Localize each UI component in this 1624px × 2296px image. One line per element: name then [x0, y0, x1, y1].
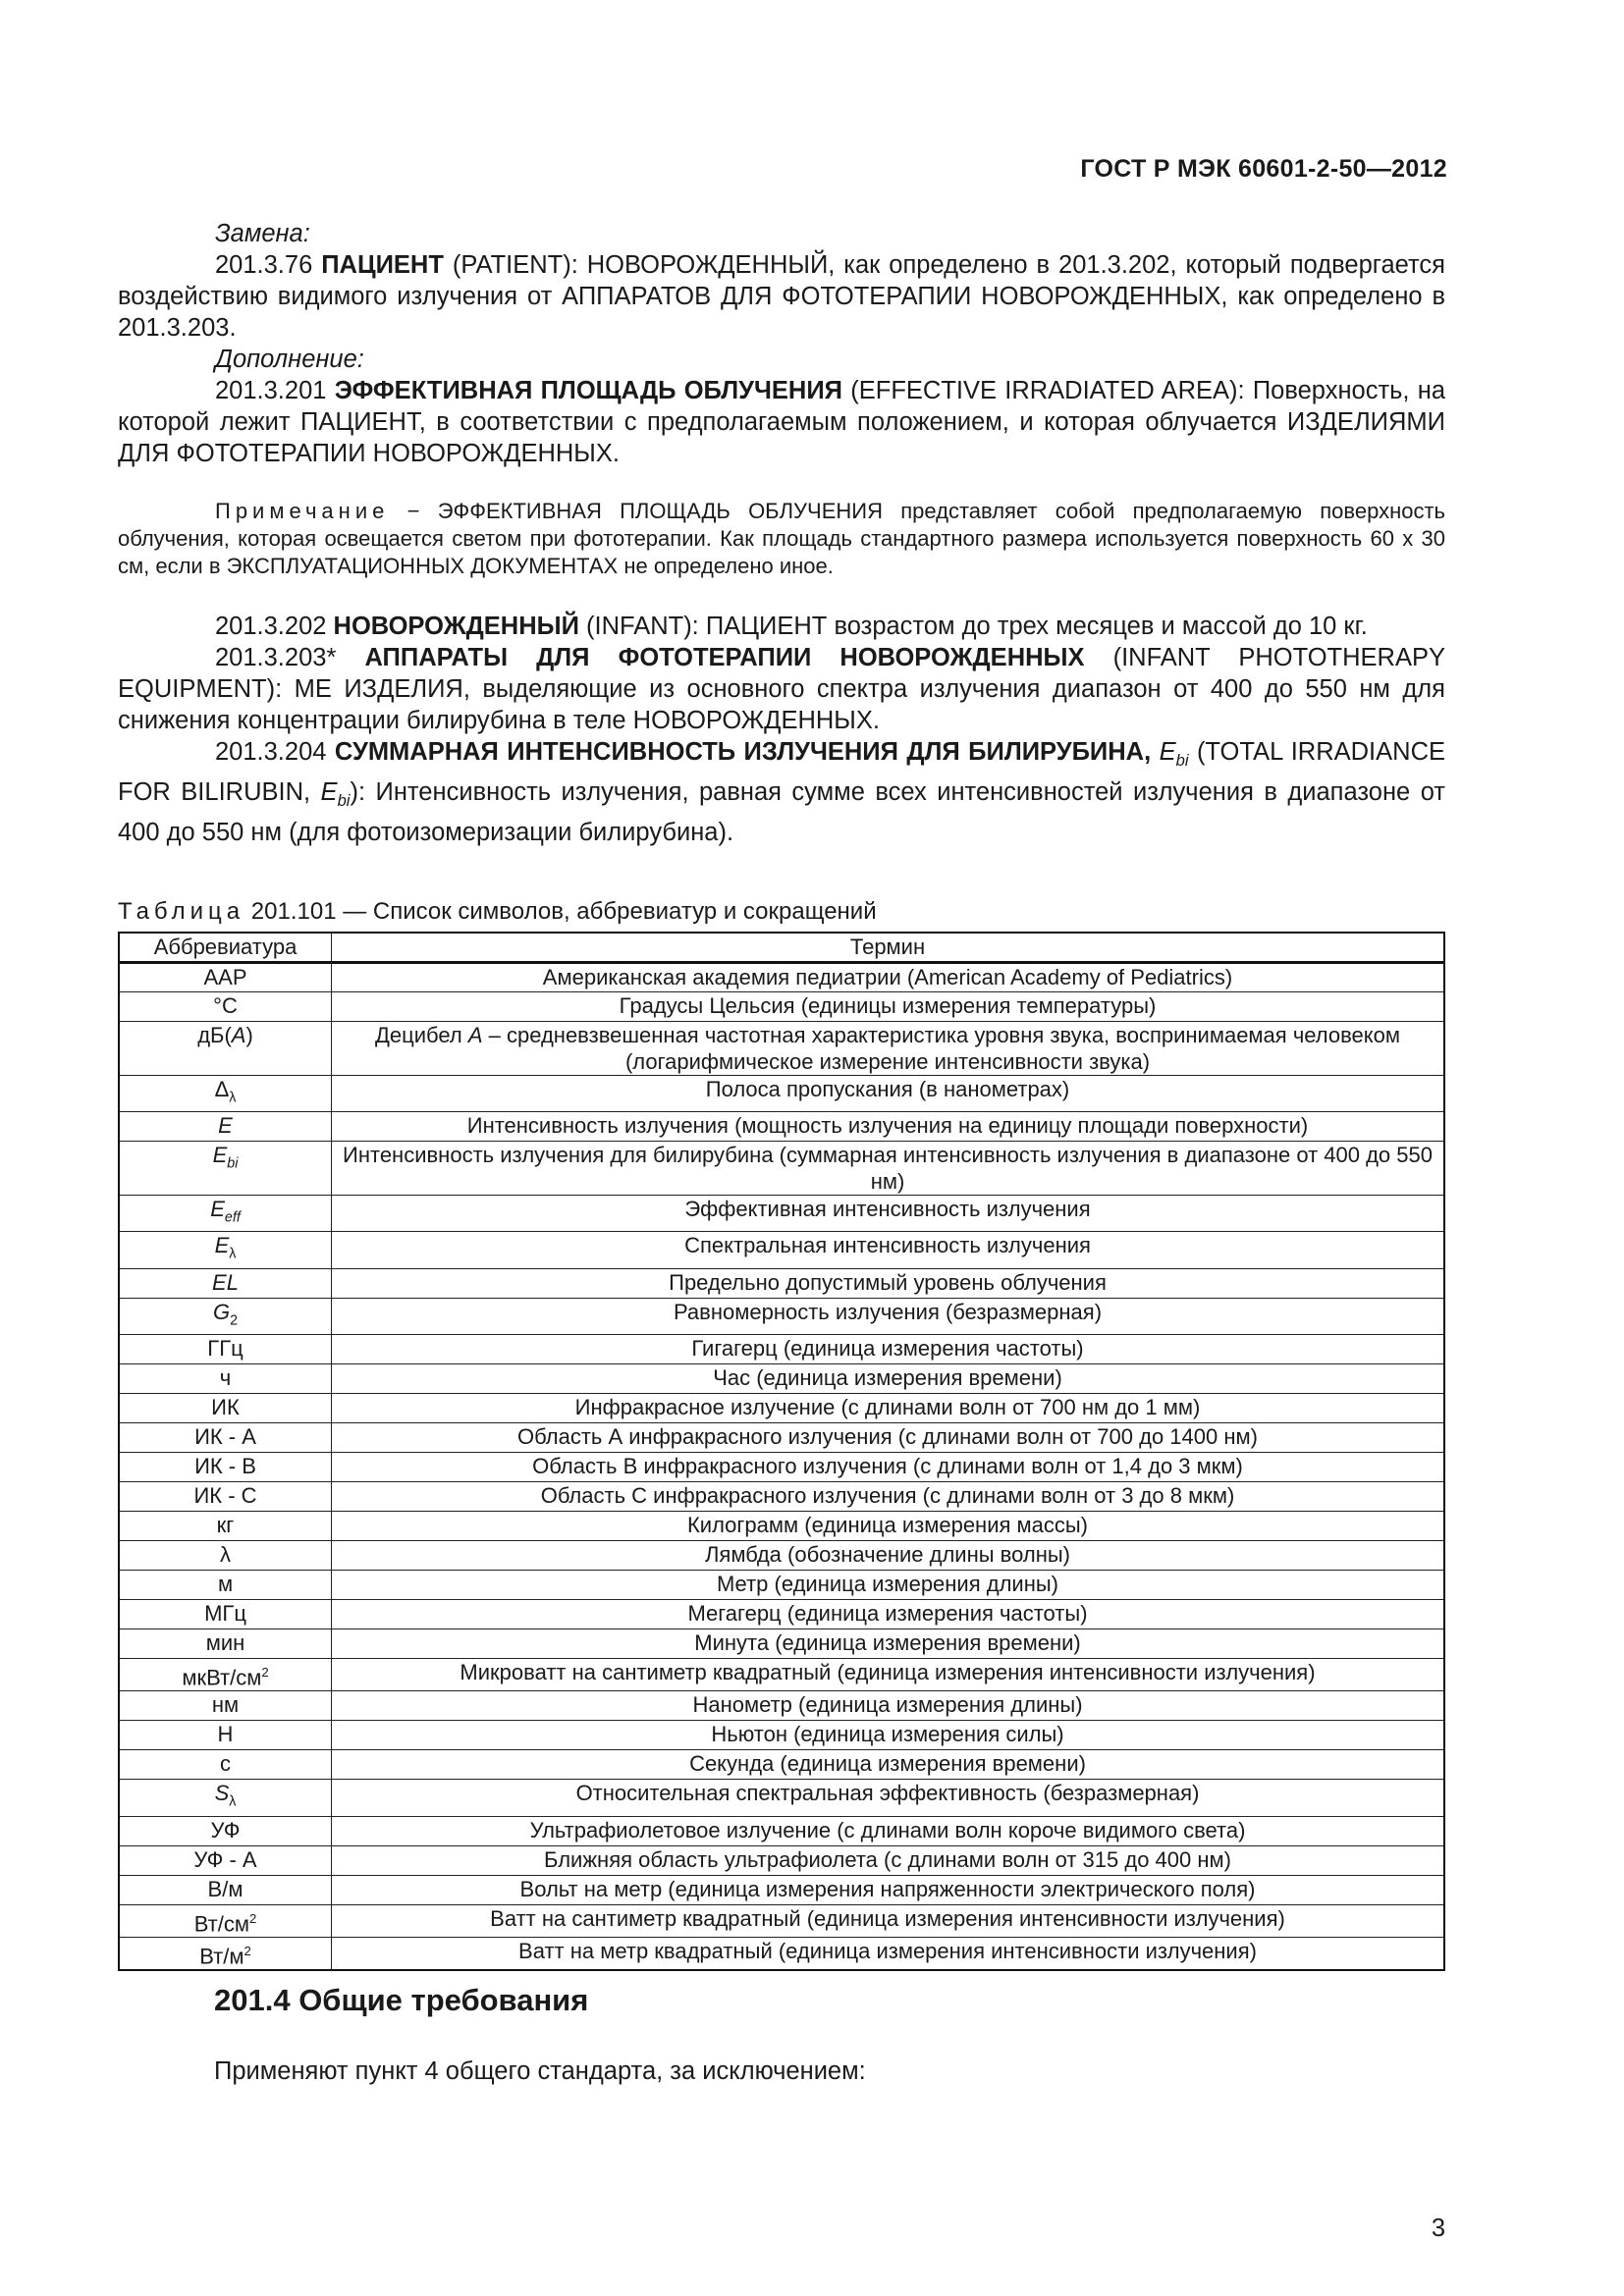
table-row [119, 1691, 1444, 1721]
table-row [119, 1904, 1444, 1937]
abbreviation-cell: УФ [119, 1816, 332, 1845]
table-row [119, 1394, 1444, 1423]
table-row [119, 1845, 1444, 1875]
definition-phototherapy-equipment: 201.3.203* АППАРАТЫ ДЛЯ ФОТОТЕРАПИИ НОВОРОЖДЕННЫХ (INFANT PHOTOTHERAPY EQUIPMENT): МЕ ИЗДЕЛИЯ, выделяющие из основного спектра излучения диапазон от 400 до 550 нм для снижения концентрации билирубина в теле НОВОРОЖДЕННЫХ. [118, 644, 1445, 734]
table-row [119, 1750, 1444, 1780]
table-row [119, 1482, 1444, 1512]
term-cell: Предельно допустимый уровень облучения [332, 1268, 1445, 1298]
table-row [119, 1021, 1444, 1075]
table-row [119, 1232, 1444, 1268]
abbreviation-cell: кг [119, 1512, 332, 1541]
abbreviation-cell: $E_\lambda$ [119, 1232, 332, 1268]
term-cell: Эффективная интенсивность излучения [332, 1195, 1445, 1231]
page-number: 3 [1431, 2215, 1445, 2242]
table-row [119, 1571, 1444, 1600]
abbreviation-cell: ГГц [119, 1335, 332, 1364]
abbreviation-cell: $E_{bi}$ [119, 1141, 332, 1195]
table-row [119, 1512, 1444, 1541]
term-cell: Американская академия педиатрии (American Academy of Pediatrics) [332, 962, 1445, 991]
definition-infant: 201.3.202 НОВОРОЖДЕННЫЙ (INFANT): ПАЦИЕНТ возрастом до трех месяцев и массой до 10 кг. [215, 613, 1368, 640]
abbreviation-cell: $Вт/см^2$ [119, 1904, 332, 1937]
table-row [119, 1075, 1444, 1111]
abbreviation-cell: мкВт/$см^2$ [119, 1659, 332, 1691]
term-cell: Метр (единица измерения длины) [332, 1571, 1445, 1600]
term-cell: Вольт на метр (единица измерения напряженности электрического поля) [332, 1875, 1445, 1904]
table-row [119, 1298, 1444, 1334]
section-title: 201.4 Общие требования [214, 1983, 589, 2017]
term-cell: Градусы Цельсия (единицы измерения температуры) [332, 991, 1445, 1021]
abbreviation-cell: ИК - В [119, 1453, 332, 1482]
table-row [119, 1335, 1444, 1364]
table-row [119, 1141, 1444, 1195]
abbreviation-cell: $E_{eff}$ [119, 1195, 332, 1231]
term-cell: Спектральная интенсивность излучения [332, 1232, 1445, 1268]
abbreviation-cell: AAP [119, 962, 332, 991]
table-row [119, 1364, 1444, 1394]
table-row [119, 1659, 1444, 1691]
term-cell: Минута (единица измерения времени) [332, 1629, 1445, 1659]
abbreviation-cell: E [119, 1111, 332, 1141]
column-header-term: Термин [332, 933, 1445, 962]
table-row [119, 1721, 1444, 1750]
abbreviation-cell: УФ - А [119, 1845, 332, 1875]
abbreviation-cell: В/м [119, 1875, 332, 1904]
note-label: Примечание [215, 499, 390, 523]
table-row [119, 1600, 1444, 1629]
abbreviation-cell: $S_\lambda$ [119, 1780, 332, 1816]
term-cell: Секунда (единица измерения времени) [332, 1750, 1445, 1780]
term-cell: Область С инфракрасного излучения (с длинами волн от 3 до 8 мкм) [332, 1482, 1445, 1512]
table-row [119, 1780, 1444, 1816]
definition-effective-area: 201.3.201 ЭФФЕКТИВНАЯ ПЛОЩАДЬ ОБЛУЧЕНИЯ (EFFECTIVE IRRADIATED AREA): Поверхность, на которой лежит ПАЦИЕНТ, в соответствии с предполагаемым положением, и которая облучается ИЗДЕЛИЯМИ ДЛЯ ФОТОТЕРАПИИ НОВОРОЖДЕННЫХ. [118, 377, 1445, 467]
term-cell: Интенсивность излучения (мощность излучения на единицу площади поверхности) [332, 1111, 1445, 1141]
term-cell: Микроватт на сантиметр квадратный (единица измерения интенсивности излучения) [332, 1659, 1445, 1691]
table-row [119, 1816, 1444, 1845]
replace-label: Замена: [215, 220, 310, 247]
table-row [119, 1629, 1444, 1659]
term-cell: Ультрафиолетовое излучение (с длинами волн короче видимого света) [332, 1816, 1445, 1845]
document-header: ГОСТ Р МЭК 60601-2-50—2012 [1080, 155, 1447, 183]
section-text: Применяют пункт 4 общего стандарта, за исключением: [214, 2057, 866, 2085]
abbreviation-cell: нм [119, 1691, 332, 1721]
term-cell: Нанометр (единица измерения длины) [332, 1691, 1445, 1721]
abbreviation-cell: °C [119, 991, 332, 1021]
table-row [119, 1541, 1444, 1571]
abbreviation-cell: $\Delta_\lambda$ [119, 1075, 332, 1111]
definitions-block-2 [118, 611, 1445, 848]
abbreviation-cell: ИК - С [119, 1482, 332, 1512]
table-row [119, 1453, 1444, 1482]
table-row [119, 1875, 1444, 1904]
table-row [119, 1111, 1444, 1141]
term-cell: Полоса пропускания (в нанометрах) [332, 1075, 1445, 1111]
definitions-block [118, 218, 1445, 469]
abbreviations-table [118, 932, 1445, 1971]
abbreviation-cell: м [119, 1571, 332, 1600]
abbreviation-cell: МГц [119, 1600, 332, 1629]
note-text: − ЭФФЕКТИВНАЯ ПЛОЩАДЬ ОБЛУЧЕНИЯ представляет собой предполагаемую поверхность облучения, которая освещается светом при фототерапии. Как площадь стандартного размера используется поверхность 60 х 30 см, если в ЭКСПЛУАТАЦИОННЫХ ДОКУМЕНТАХ не определено иное. [118, 499, 1445, 578]
term-cell: Интенсивность излучения для билирубина (суммарная интенсивность излучения в диапазоне от 400 до 550 нм) [332, 1141, 1445, 1195]
abbreviation-cell: ч [119, 1364, 332, 1394]
term-cell: Мегагерц (единица измерения частоты) [332, 1600, 1445, 1629]
term-cell: Ватт на метр квадратный (единица измерения интенсивности излучения) [332, 1938, 1445, 1971]
note-block [118, 498, 1445, 580]
term-cell: Ватт на сантиметр квадратный (единица измерения интенсивности излучения) [332, 1904, 1445, 1937]
term-cell: Область В инфракрасного излучения (с длинами волн от 1,4 до 3 мкм) [332, 1453, 1445, 1482]
abbreviation-cell: дБ(A) [119, 1021, 332, 1075]
abbreviation-cell: мин [119, 1629, 332, 1659]
term-cell: Ближняя область ультрафиолета (с длинами волн от 315 до 400 нм) [332, 1845, 1445, 1875]
table-row [119, 1195, 1444, 1231]
table-row [119, 991, 1444, 1021]
table-row [119, 1938, 1444, 1971]
table-body [119, 962, 1444, 1970]
term-cell: Ньютон (единица измерения силы) [332, 1721, 1445, 1750]
term-cell: Относительная спектральная эффективность (безразмерная) [332, 1780, 1445, 1816]
term-cell: Час (единица измерения времени) [332, 1364, 1445, 1394]
abbreviation-cell: EL [119, 1268, 332, 1298]
definition-patient: 201.3.76 ПАЦИЕНТ (PATIENT): НОВОРОЖДЕННЫЙ, как определено в 201.3.202, который подвергается воздействию видимого излучения от АППАРАТОВ ДЛЯ ФОТОТЕРАПИИ НОВОРОЖДЕННЫХ, как определено в 201.3.203. [118, 251, 1445, 342]
term-cell: Децибел A – средневзвешенная частотная характеристика уровня звука, воспринимаемая человеком (логарифмическое измерение интенсивности звука) [332, 1021, 1445, 1075]
abbreviation-cell: Н [119, 1721, 332, 1750]
addition-label: Дополнение: [215, 346, 364, 373]
term-cell: Равномерность излучения (безразмерная) [332, 1298, 1445, 1334]
abbreviation-cell: с [119, 1750, 332, 1780]
note-paragraph [118, 498, 1445, 580]
abbreviation-cell: λ [119, 1541, 332, 1571]
abbreviation-cell: $G_2$ [119, 1298, 332, 1334]
table-caption: Таблица 201.101 — Список символов, аббревиатур и сокращений [118, 898, 877, 925]
table-row [119, 962, 1444, 991]
term-cell: Килограмм (единица измерения массы) [332, 1512, 1445, 1541]
term-cell: Гигагерц (единица измерения частоты) [332, 1335, 1445, 1364]
definition-total-irradiance: 201.3.204 СУММАРНАЯ ИНТЕНСИВНОСТЬ ИЗЛУЧЕНИЯ ДЛЯ БИЛИРУБИНА, $E_{bi}$ (TOTAL IRRADIANCE FOR BILIRUBIN, $E_{bi}$): Интенсивность излучения, равная сумме всех интенсивностей излучения в диапазоне от 400 до 550 нм (для фотоизомеризации билирубина). [118, 738, 1445, 847]
table-row [119, 1268, 1444, 1298]
abbreviation-cell: ИК - А [119, 1423, 332, 1453]
table-row [119, 1423, 1444, 1453]
term-cell: Инфракрасное излучение (с длинами волн от 700 нм до 1 мм) [332, 1394, 1445, 1423]
column-header-abbreviation: Аббревиатура [119, 933, 332, 962]
abbreviation-cell: $Вт/м^2$ [119, 1938, 332, 1971]
term-cell: Область А инфракрасного излучения (с длинами волн от 700 до 1400 нм) [332, 1423, 1445, 1453]
term-cell: Лямбда (обозначение длины волны) [332, 1541, 1445, 1571]
abbreviation-cell: ИК [119, 1394, 332, 1423]
